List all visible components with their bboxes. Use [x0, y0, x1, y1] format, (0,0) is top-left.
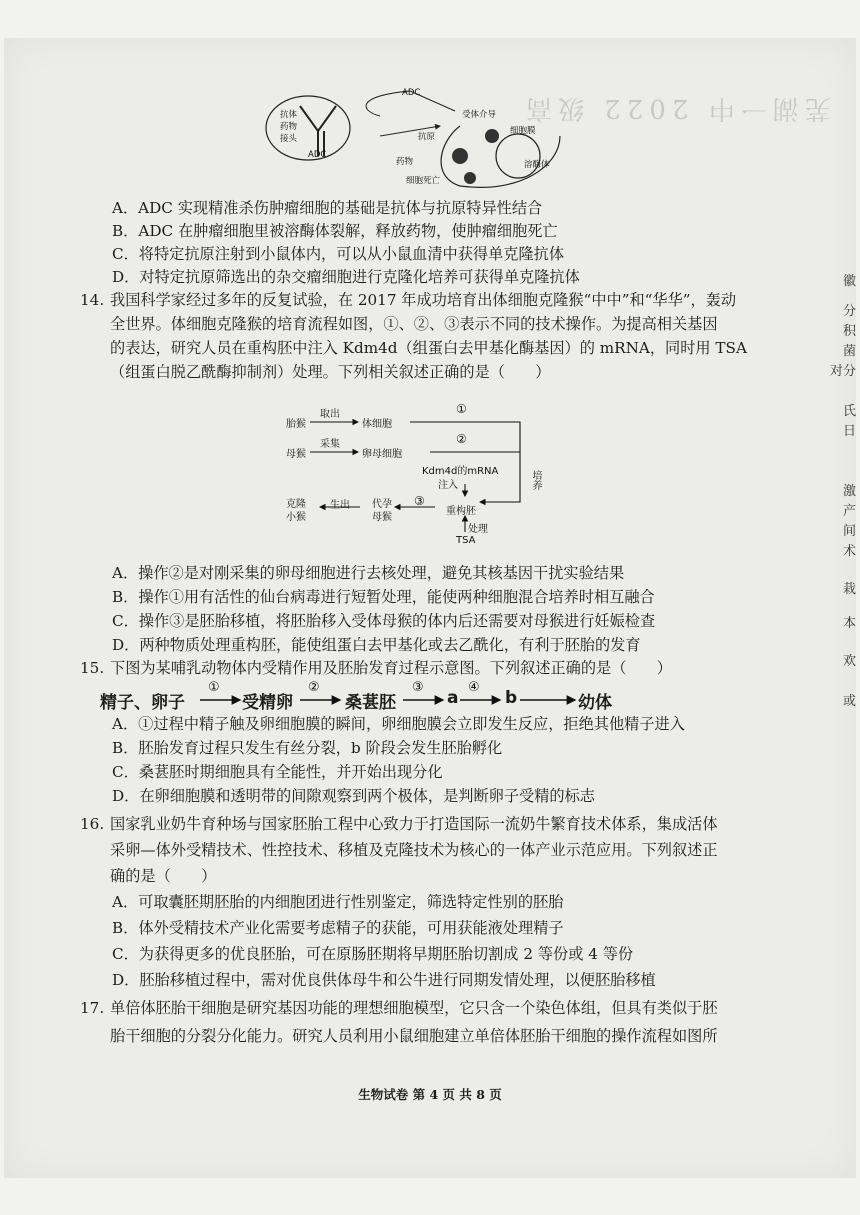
- flow-clone: 克隆: [286, 499, 306, 510]
- q16-stem-line3: 确的是（ ）: [110, 867, 217, 885]
- q16-option-b: B．体外受精技术产业化需要考虑精子的获能，可用获能液处理精子: [112, 919, 564, 937]
- adc-label-drug: 药物: [280, 122, 298, 132]
- flow-clone2: 小猴: [286, 512, 306, 523]
- q15-option-a: A．①过程中精子触及卵细胞膜的瞬间，卵细胞膜会立即发生反应，拒绝其他精子进入: [112, 715, 685, 733]
- edge-char: 或: [842, 694, 856, 709]
- flow-surrogate: 代孕: [372, 499, 392, 510]
- flow-born: 生出: [330, 500, 350, 511]
- flow-stage-b: b: [505, 688, 518, 708]
- q15-stem: 下图为某哺乳动物体内受精作用及胚胎发育过程示意图。下列叙述正确的是（ ）: [110, 659, 672, 677]
- edge-char: 徽: [842, 274, 856, 289]
- edge-char: 激: [842, 484, 856, 499]
- q15-option-b: B．胚胎发育过程只发生有丝分裂，b 阶段会发生胚胎孵化: [112, 739, 503, 757]
- q17-stem-line2: 胎干细胞的分裂分化能力。研究人员利用小鼠细胞建立单倍体胚胎干细胞的操作流程如图所: [110, 1027, 718, 1045]
- edge-char: 欢: [842, 654, 856, 669]
- flow-step3: ③: [412, 680, 424, 695]
- edge-char: 菌: [842, 344, 856, 359]
- q14-stem-line4: （组蛋白脱乙酰酶抑制剂）处理。下列相关叙述正确的是（ ）: [110, 363, 551, 381]
- q14-option-c: C．操作③是胚胎移植，将胚胎移入受体母猴的体内后还需要对母猴进行妊娠检查: [112, 612, 656, 630]
- edge-char: 对分: [829, 364, 856, 379]
- q13-option-a: A．ADC 实现精准杀伤肿瘤细胞的基础是抗体与抗原特异性结合: [112, 199, 543, 217]
- q14-option-a: A．操作②是对刚采集的卵母细胞进行去核处理，避免其核基因干扰实验结果: [112, 564, 625, 582]
- flow-op1: ①: [456, 402, 467, 416]
- flow-fetal-monkey: 胎猴: [286, 419, 306, 430]
- edge-char: 术: [842, 544, 856, 559]
- q15-option-d: D．在卵细胞膜和透明带的间隙观察到两个极体，是判断卵子受精的标志: [112, 787, 595, 805]
- flow-somatic-cell: 体细胞: [362, 419, 392, 430]
- flow-mother-monkey: 母猴: [286, 449, 306, 460]
- q13-option-d: D．对特定抗原筛选出的杂交瘤细胞进行克隆化培养可获得单克隆抗体: [112, 268, 580, 286]
- flow-step2: ②: [308, 680, 320, 695]
- flow-stage-a: a: [447, 688, 459, 708]
- flow-collect: 采集: [320, 439, 340, 450]
- q14-option-d: D．两种物质处理重构胚，能使组蛋白去甲基化或去乙酰化，有利于胚胎的发育: [112, 636, 641, 654]
- q14-option-b: B．操作①用有活性的仙台病毒进行短暂处理，能使两种细胞混合培养时相互融合: [112, 588, 655, 606]
- q16-option-c: C．为获得更多的优良胚胎，可在原肠胚期将早期胚胎切割成 2 等份或 4 等份: [112, 945, 634, 963]
- q16-stem-line1: 国家乳业奶牛育种场与国家胚胎工程中心致力于打造国际一流奶牛繁育技术体系，集成活体: [110, 815, 718, 833]
- flow-offspring: 幼体: [578, 693, 612, 713]
- adc-label-membrane: 细胞膜: [510, 126, 536, 136]
- q17-number: 17.: [80, 999, 105, 1017]
- adc-label-lysosome: 溶酶体: [524, 160, 550, 170]
- flow-op2: ②: [456, 432, 467, 446]
- adc-label-antigen: 抗原: [418, 132, 436, 142]
- edge-char: 间: [842, 524, 856, 539]
- q14-stem-line2: 全世界。体细胞克隆猴的培育流程如图，①、②、③表示不同的技术操作。为提高相关基因: [110, 315, 718, 333]
- q17-stem-line1: 单倍体胚胎干细胞是研究基因功能的理想细胞模型，它只含一个染色体组，但具有类似于胚: [110, 999, 718, 1017]
- edge-char: 积: [842, 324, 856, 339]
- flow-morula: 桑葚胚: [345, 693, 396, 713]
- flow-culture: 培养: [530, 470, 541, 490]
- flow-step4: ④: [468, 680, 480, 695]
- flow-take-out: 取出: [320, 409, 340, 420]
- q15-number: 15.: [80, 659, 105, 677]
- edge-char: 分: [842, 304, 856, 319]
- q16-number: 16.: [80, 815, 105, 833]
- adc-label-top: ADC: [402, 88, 421, 98]
- q16-option-d: D．胚胎移植过程中，需对优良供体母牛和公牛进行同期发情处理，以便胚胎移植: [112, 971, 656, 989]
- q16-stem-line2: 采卵—体外受精技术、性控技术、移植及克隆技术为核心的一体产业示范应用。下列叙述正: [110, 841, 718, 859]
- flow-sperm-egg: 精子、卵子: [100, 693, 185, 713]
- flow-kdm-mrna: Kdm4d的mRNA: [422, 466, 499, 477]
- q14-stem-line3: 的表达，研究人员在重构胚中注入 Kdm4d（组蛋白去甲基化酶基因）的 mRNA，同时用 TSA: [110, 339, 747, 357]
- edge-char: 日: [842, 424, 856, 439]
- adc-label-death: 细胞死亡: [406, 176, 441, 186]
- q14-stem-line1: 我国科学家经过多年的反复试验，在 2017 年成功培育出体细胞克隆猴“中中”和“华华”，轰动: [110, 291, 737, 309]
- q13-option-c: C．将特定抗原注射到小鼠体内，可以从小鼠血清中获得单克隆抗体: [112, 245, 565, 263]
- flow-surrogate2: 母猴: [372, 512, 392, 523]
- flow-reconstructed: 重构胚: [446, 506, 476, 517]
- adc-label-antibody: 抗体: [280, 110, 298, 120]
- edge-char: 栽: [842, 582, 856, 597]
- flow-op3: ③: [414, 494, 425, 508]
- flow-zygote: 受精卵: [242, 693, 293, 713]
- edge-char: 产: [842, 504, 856, 519]
- edge-char: 氏: [842, 404, 856, 419]
- flow-treat: 处理: [468, 524, 488, 535]
- adc-label-receptor: 受体介导: [462, 110, 497, 120]
- adc-label-bottom: ADC: [308, 150, 327, 160]
- flow-step1: ①: [208, 680, 220, 695]
- bleed-through-header: 芜湖一中 2022 级高: [520, 93, 831, 123]
- q15-option-c: C．桑葚胚时期细胞具有全能性，并开始出现分化: [112, 763, 443, 781]
- q13-option-b: B．ADC 在肿瘤细胞里被溶酶体裂解，释放药物，使肿瘤细胞死亡: [112, 222, 558, 240]
- q14-number: 14.: [80, 291, 105, 309]
- flow-oocyte: 卵母细胞: [362, 449, 402, 460]
- edge-char: 本: [842, 616, 856, 631]
- q16-option-a: A．可取囊胚期胚胎的内细胞团进行性别鉴定，筛选特定性别的胚胎: [112, 893, 564, 911]
- page-footer: 生物试卷 第 4 页 共 8 页: [358, 1087, 502, 1102]
- adc-label-drug2: 药物: [396, 157, 414, 167]
- flow-tsa: TSA: [456, 535, 476, 546]
- adc-label-linker: 接头: [280, 134, 298, 144]
- flow-inject: 注入: [438, 480, 458, 491]
